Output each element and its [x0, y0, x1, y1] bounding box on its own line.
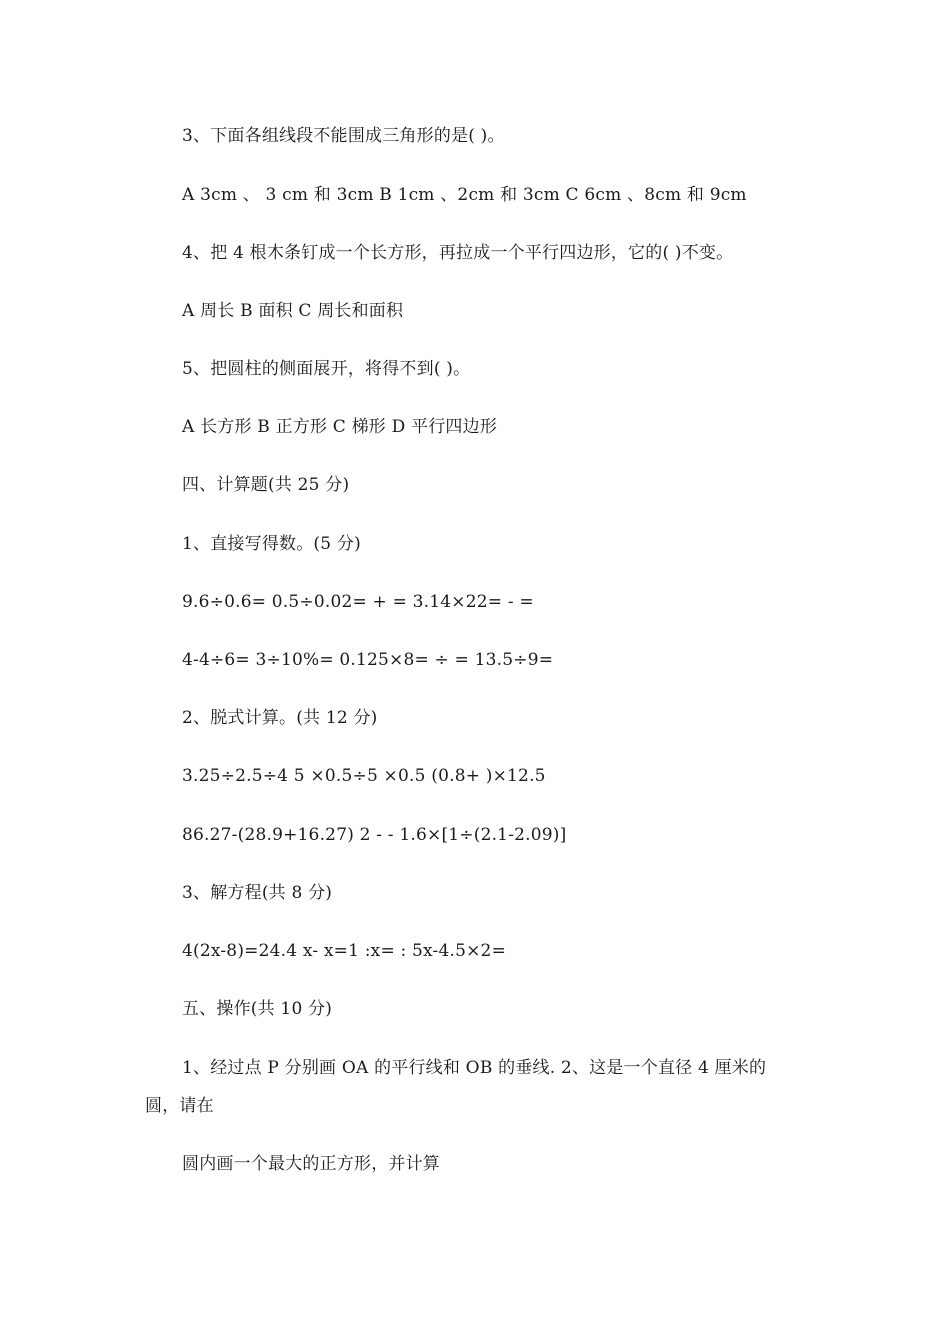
operation-paragraph-line-3: 圆内画一个最大的正方形，并计算 [182, 1154, 440, 1174]
calc-1-heading: 1、直接写得数。(5 分) [182, 534, 361, 554]
question-4: 4、把 4 根木条钉成一个长方形，再拉成一个平行四边形，它的( )不变。 [182, 243, 734, 263]
question-3: 3、下面各组线段不能围成三角形的是( )。 [182, 126, 505, 146]
calc-3-row: 4(2x-8)=24.4 x- x=1 :x= : 5x-4.5×2= [182, 941, 507, 961]
section-5-heading: 五、操作(共 10 分) [182, 999, 333, 1019]
operation-paragraph-line-1: 1、经过点 P 分别画 OA 的平行线和 OB 的垂线. 2、这是一个直径 4 厘米的 [182, 1058, 767, 1078]
calc-1-row-2: 4-4÷6= 3÷10%= 0.125×8= ÷ = 13.5÷9= [182, 650, 554, 670]
calc-2-row-1: 3.25÷2.5÷4 5 ×0.5÷5 ×0.5 (0.8+ )×12.5 [182, 766, 546, 786]
operation-paragraph-line-2: 圆，请在 [145, 1096, 214, 1116]
question-5: 5、把圆柱的侧面展开，将得不到( )。 [182, 359, 471, 379]
calc-2-heading: 2、脱式计算。(共 12 分) [182, 708, 378, 728]
question-4-options: A 周长 B 面积 C 周长和面积 [182, 301, 404, 321]
calc-2-row-2: 86.27-(28.9+16.27) 2 - - 1.6×[1÷(2.1-2.09)] [182, 825, 567, 845]
calc-3-heading: 3、解方程(共 8 分) [182, 883, 333, 903]
calc-1-row-1: 9.6÷0.6= 0.5÷0.02= + = 3.14×22= - = [182, 592, 534, 612]
section-4-heading: 四、计算题(共 25 分) [182, 475, 350, 495]
question-3-options: A 3cm 、 3 cm 和 3cm B 1cm 、2cm 和 3cm C 6cm 、8cm 和 9cm [182, 185, 747, 205]
question-5-options: A 长方形 B 正方形 C 梯形 D 平行四边形 [182, 417, 498, 437]
